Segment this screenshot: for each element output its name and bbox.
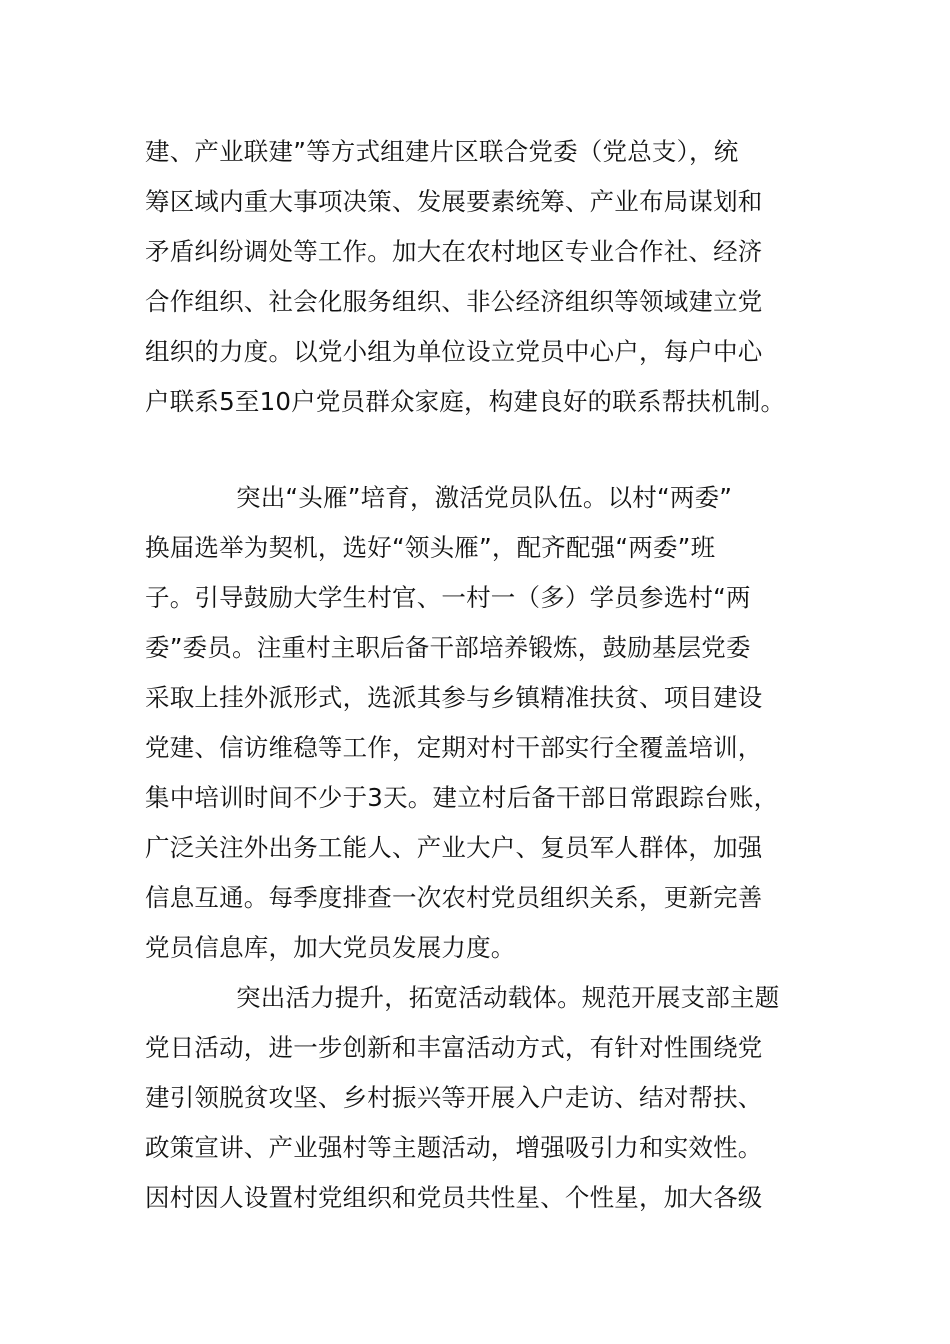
paragraph-2-line-3: 子。引导鼓励大学生村官、一村一（多）学员参选村“两 bbox=[145, 583, 751, 612]
paragraph-3-line-1: 突出活力提升，拓宽活动载体。规范开展支部主题 bbox=[236, 983, 780, 1012]
paragraph-2-line-10: 党员信息库，加大党员发展力度。 bbox=[145, 933, 516, 962]
paragraph-3-line-2: 党日活动，进一步创新和丰富活动方式，有针对性围绕党 bbox=[145, 1033, 763, 1062]
paragraph-2-line-7: 集中培训时间不少于3天。建立村后备干部日常跟踪台账， bbox=[145, 783, 779, 812]
paragraph-2-line-2: 换届选举为契机，选好“领头雁”，配齐配强“两委”班 bbox=[145, 533, 716, 562]
paragraph-1-line-5: 组织的力度。以党小组为单位设立党员中心户，每户中心 bbox=[145, 337, 763, 366]
paragraph-3-line-4: 政策宣讲、产业强村等主题活动，增强吸引力和实效性。 bbox=[145, 1133, 763, 1162]
paragraph-1-line-2: 筹区域内重大事项决策、发展要素统筹、产业布局谋划和 bbox=[145, 187, 763, 216]
paragraph-3-line-3: 建引领脱贫攻坚、乡村振兴等开展入户走访、结对帮扶、 bbox=[145, 1083, 763, 1112]
paragraph-1-line-1: 建、产业联建”等方式组建片区联合党委（党总支），统 bbox=[145, 137, 739, 166]
paragraph-2-line-8: 广泛关注外出务工能人、产业大户、复员军人群体，加强 bbox=[145, 833, 763, 862]
paragraph-3-line-5: 因村因人设置村党组织和党员共性星、个性星，加大各级 bbox=[145, 1183, 763, 1212]
paragraph-1-line-4: 合作组织、社会化服务组织、非公经济组织等领域建立党 bbox=[145, 287, 763, 316]
paragraph-2-line-9: 信息互通。每季度排查一次农村党员组织关系，更新完善 bbox=[145, 883, 763, 912]
paragraph-2-line-4: 委”委员。注重村主职后备干部培养锻炼，鼓励基层党委 bbox=[145, 633, 751, 662]
paragraph-2-line-1: 突出“头雁”培育，激活党员队伍。以村“两委” bbox=[236, 483, 733, 512]
paragraph-2-line-5: 采取上挂外派形式，选派其参与乡镇精准扶贫、项目建设 bbox=[145, 683, 763, 712]
paragraph-1-line-3: 矛盾纠纷调处等工作。加大在农村地区专业合作社、经济 bbox=[145, 237, 763, 266]
paragraph-2-line-6: 党建、信访维稳等工作，定期对村干部实行全覆盖培训， bbox=[145, 733, 763, 762]
paragraph-1-line-6: 户联系5至10户党员群众家庭，构建良好的联系帮扶机制。 bbox=[145, 387, 786, 416]
